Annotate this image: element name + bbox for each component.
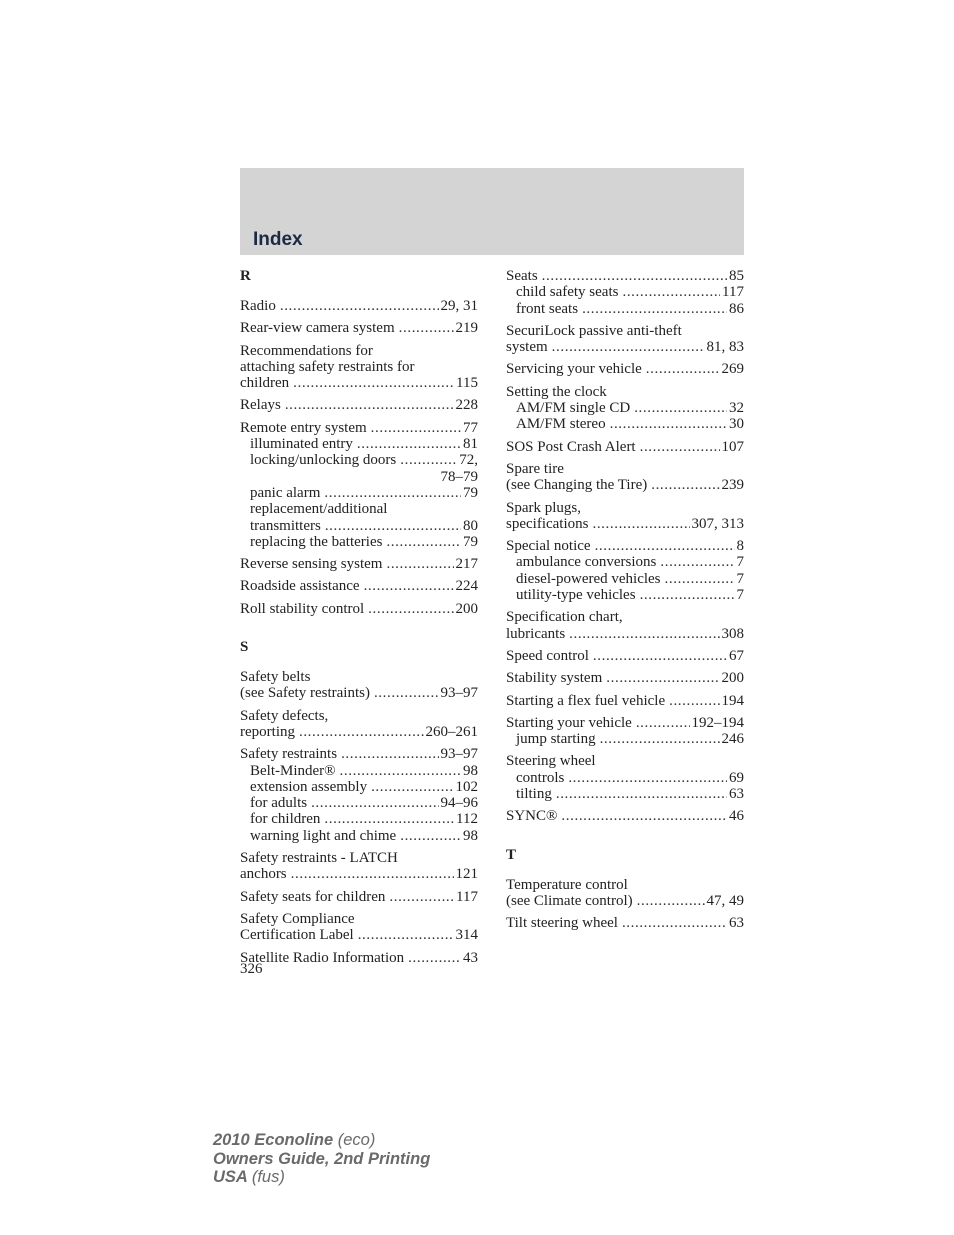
index-column-right bbox=[506, 268, 744, 938]
index-entry bbox=[506, 609, 744, 642]
index-page-ref: 77 bbox=[463, 419, 478, 436]
index-term: Tilt steering wheel bbox=[506, 915, 618, 932]
dot-leader bbox=[595, 538, 735, 554]
index-entry-line: Temperature control bbox=[506, 876, 628, 893]
index-page-ref: 67 bbox=[729, 647, 744, 664]
index-term: Rear-view camera system bbox=[240, 320, 395, 337]
index-term: Speed control bbox=[506, 647, 589, 664]
index-page-ref: 80 bbox=[463, 517, 478, 534]
page-number: 326 bbox=[240, 961, 263, 977]
dot-leader bbox=[299, 724, 424, 740]
dot-leader bbox=[568, 770, 727, 786]
dot-leader bbox=[669, 693, 719, 709]
dot-leader bbox=[640, 439, 720, 455]
dot-leader bbox=[636, 715, 690, 731]
index-page-ref: 79 bbox=[463, 484, 478, 501]
dot-leader bbox=[640, 587, 735, 603]
index-entry-line bbox=[506, 693, 744, 709]
index-entry-line bbox=[240, 889, 478, 905]
index-entry-line: Safety defects, bbox=[240, 707, 329, 724]
dot-leader bbox=[399, 320, 454, 336]
dot-leader bbox=[357, 436, 461, 452]
index-page-ref: 69 bbox=[729, 769, 744, 786]
dot-leader bbox=[386, 556, 453, 572]
index-subentry-line bbox=[240, 763, 478, 779]
index-subentry-line bbox=[240, 795, 478, 811]
index-entry bbox=[240, 298, 478, 314]
dot-leader bbox=[569, 626, 719, 642]
index-entry bbox=[506, 384, 744, 433]
index-page-ref: 29, 31 bbox=[440, 298, 478, 314]
index-term: for adults bbox=[250, 795, 308, 812]
index-entry-line bbox=[240, 746, 478, 762]
index-entry-line: SecuriLock passive anti-theft bbox=[506, 322, 682, 339]
index-term: Radio bbox=[240, 298, 276, 314]
footer-model-code: (eco) bbox=[337, 1131, 376, 1149]
index-entry bbox=[240, 397, 478, 413]
index-page-ref: 115 bbox=[456, 375, 478, 392]
index-term: Servicing your vehicle bbox=[506, 361, 642, 378]
index-entry-line bbox=[506, 477, 744, 493]
index-term: anchors bbox=[240, 866, 287, 883]
index-term: Safety restraints bbox=[240, 746, 338, 763]
index-term: Belt-Minder® bbox=[250, 762, 336, 779]
index-section-letter: R bbox=[240, 268, 251, 284]
index-entry bbox=[506, 670, 744, 686]
index-page-ref: 217 bbox=[455, 556, 478, 573]
index-term: jump starting bbox=[516, 731, 596, 748]
index-entry-line bbox=[506, 808, 744, 824]
index-entry bbox=[506, 648, 744, 664]
index-entry bbox=[240, 669, 478, 702]
index-subentry-line bbox=[506, 554, 744, 570]
index-page-ref: 200 bbox=[721, 670, 744, 687]
index-page-ref: 46 bbox=[729, 808, 744, 825]
index-term: locking/unlocking doors bbox=[250, 452, 397, 469]
dot-leader bbox=[622, 915, 727, 931]
dot-leader bbox=[325, 518, 461, 534]
index-page-ref: 63 bbox=[729, 786, 744, 803]
index-term: Relays bbox=[240, 397, 281, 414]
index-page-ref: 63 bbox=[729, 915, 744, 932]
index-entry bbox=[506, 753, 744, 802]
index-entry bbox=[240, 850, 478, 883]
index-entry bbox=[506, 808, 744, 824]
index-subentry-line bbox=[240, 518, 478, 534]
index-entry-line bbox=[506, 516, 744, 532]
index-subentry-line bbox=[506, 731, 744, 747]
index-page-ref: 81 bbox=[463, 436, 478, 453]
index-page-ref: 307, 313 bbox=[691, 515, 744, 532]
index-entry-line bbox=[240, 397, 478, 413]
index-subentry-line bbox=[240, 779, 478, 795]
index-page-ref: 117 bbox=[722, 284, 744, 301]
index-page-ref: 107 bbox=[721, 438, 744, 455]
index-term: ambulance conversions bbox=[516, 554, 657, 571]
index-entry-line bbox=[506, 893, 744, 909]
index-entry-line bbox=[240, 298, 478, 314]
index-term: (see Changing the Tire) bbox=[506, 477, 648, 494]
dot-leader bbox=[364, 578, 454, 594]
index-entry-line bbox=[240, 950, 478, 966]
dot-leader bbox=[358, 927, 454, 943]
index-entry bbox=[506, 268, 744, 317]
dot-leader bbox=[400, 828, 461, 844]
dot-leader bbox=[646, 361, 720, 377]
index-entry bbox=[506, 361, 744, 377]
index-term: extension assembly bbox=[250, 778, 368, 795]
index-term: specifications bbox=[506, 515, 589, 532]
index-section-letter: T bbox=[506, 846, 517, 863]
dot-leader bbox=[371, 420, 461, 436]
index-subentry-line bbox=[506, 301, 744, 317]
index-page-ref: 200 bbox=[455, 600, 478, 617]
index-page-ref: 219 bbox=[455, 320, 478, 337]
footer-market: USA bbox=[213, 1168, 248, 1186]
index-term: reporting bbox=[240, 723, 295, 740]
index-subentry-line bbox=[506, 786, 744, 802]
index-page-ref: 102 bbox=[455, 778, 478, 795]
index-entry-line bbox=[506, 715, 744, 731]
dot-leader bbox=[660, 554, 734, 570]
index-term: Roll stability control bbox=[240, 600, 365, 617]
dot-leader bbox=[374, 685, 439, 701]
index-entry bbox=[240, 420, 478, 550]
dot-leader bbox=[311, 795, 438, 811]
dot-leader bbox=[606, 670, 719, 686]
index-term: utility-type vehicles bbox=[516, 587, 636, 604]
index-entry bbox=[506, 461, 744, 494]
index-term: warning light and chime bbox=[250, 827, 397, 844]
index-entry-line bbox=[240, 420, 478, 436]
index-entry bbox=[240, 601, 478, 617]
dot-leader bbox=[341, 746, 438, 762]
index-term: controls bbox=[516, 769, 565, 786]
index-entry bbox=[240, 556, 478, 572]
index-page-ref: 308 bbox=[721, 625, 744, 642]
index-term: system bbox=[506, 339, 548, 356]
dot-leader bbox=[408, 950, 461, 966]
index-page-ref: 314 bbox=[455, 927, 478, 944]
index-subentry-line bbox=[506, 400, 744, 416]
index-page-ref: 98 bbox=[463, 762, 478, 779]
index-entry bbox=[506, 877, 744, 910]
index-entry-line bbox=[506, 439, 744, 455]
dot-leader bbox=[556, 786, 727, 802]
index-entry-line: Steering wheel bbox=[506, 753, 596, 770]
index-entry-line bbox=[506, 361, 744, 377]
dot-leader bbox=[582, 301, 727, 317]
dot-leader bbox=[665, 571, 735, 587]
index-page-ref: 8 bbox=[736, 538, 744, 555]
index-entry-line: Recommendations for bbox=[240, 342, 373, 359]
dot-leader bbox=[280, 298, 439, 314]
index-entry bbox=[240, 889, 478, 905]
dot-leader bbox=[285, 397, 454, 413]
index-entry-line bbox=[240, 724, 478, 740]
index-term: Remote entry system bbox=[240, 419, 367, 436]
index-term: Satellite Radio Information bbox=[240, 949, 405, 966]
index-entry-line: Safety belts bbox=[240, 669, 311, 686]
index-entry-line: Setting the clock bbox=[506, 383, 607, 400]
index-page-ref: 72, bbox=[459, 452, 478, 469]
index-page-ref: 239 bbox=[721, 477, 744, 494]
index-page-ref: 93–97 bbox=[440, 685, 478, 702]
dot-leader bbox=[293, 375, 454, 391]
index-term: (see Climate control) bbox=[506, 892, 633, 909]
index-page-ref: 30 bbox=[729, 416, 744, 433]
index-term: illuminated entry bbox=[250, 436, 353, 453]
index-term: Starting a flex fuel vehicle bbox=[506, 692, 666, 709]
index-term: children bbox=[240, 375, 290, 392]
dot-leader bbox=[622, 284, 720, 300]
index-entry-line: Spark plugs, bbox=[506, 499, 581, 516]
index-entry bbox=[506, 500, 744, 533]
index-section-letter: S bbox=[240, 639, 249, 656]
index-page-ref: 7 bbox=[736, 554, 744, 571]
dot-leader bbox=[389, 889, 454, 905]
index-term: Reverse sensing system bbox=[240, 556, 383, 573]
index-column-left bbox=[240, 268, 478, 972]
index-entry-line bbox=[506, 915, 744, 931]
index-subentry-line bbox=[506, 284, 744, 300]
index-page-ref: 112 bbox=[456, 811, 478, 828]
index-entry bbox=[506, 715, 744, 748]
index-entry bbox=[240, 950, 478, 966]
dot-leader bbox=[400, 452, 457, 468]
index-page-ref: 269 bbox=[721, 361, 744, 378]
index-subentry-line bbox=[240, 811, 478, 827]
index-page-ref: 85 bbox=[729, 268, 744, 284]
page-title: Index bbox=[253, 229, 303, 250]
index-page-ref: 78–79 bbox=[440, 468, 478, 485]
dot-leader bbox=[386, 534, 461, 550]
index-term: transmitters bbox=[250, 517, 321, 534]
index-page-ref: 192–194 bbox=[691, 714, 744, 731]
index-term: Safety seats for children bbox=[240, 888, 386, 905]
footer-line-2: Owners Guide, 2nd Printing bbox=[213, 1149, 431, 1168]
index-term: replacing the batteries bbox=[250, 533, 383, 550]
index-entry-line bbox=[240, 927, 478, 943]
index-entry bbox=[506, 693, 744, 709]
index-entry-line bbox=[506, 339, 744, 355]
index-subentry-line bbox=[240, 436, 478, 452]
index-subentry-line bbox=[506, 770, 744, 786]
index-entry-line bbox=[506, 670, 744, 686]
index-entry bbox=[240, 343, 478, 392]
index-subentry-line bbox=[506, 571, 744, 587]
index-term: AM/FM stereo bbox=[516, 416, 606, 433]
index-entry-line bbox=[240, 685, 478, 701]
index-subentry-line bbox=[506, 416, 744, 432]
index-page-ref: 94–96 bbox=[440, 795, 478, 812]
index-entry bbox=[240, 708, 478, 741]
index-subentry-line bbox=[240, 534, 478, 550]
dot-leader bbox=[593, 648, 727, 664]
index-entry-line bbox=[240, 866, 478, 882]
index-header-band bbox=[240, 168, 744, 255]
dot-leader bbox=[610, 416, 727, 432]
index-entry-line bbox=[240, 375, 478, 391]
dot-leader bbox=[651, 477, 719, 493]
index-entry-line: attaching safety restraints for bbox=[240, 358, 415, 375]
index-page-ref: 121 bbox=[455, 866, 478, 883]
dot-leader bbox=[368, 601, 453, 617]
index-entry-line: Specification chart, bbox=[506, 609, 623, 626]
index-entry-line: Safety Compliance bbox=[240, 910, 355, 927]
index-entry-line bbox=[506, 648, 744, 664]
index-entry bbox=[240, 320, 478, 336]
dot-leader bbox=[324, 811, 454, 827]
index-entry-line bbox=[240, 578, 478, 594]
index-entry bbox=[506, 323, 744, 356]
index-entry-line bbox=[240, 601, 478, 617]
index-page-ref: 7 bbox=[736, 570, 744, 587]
index-term: tilting bbox=[516, 786, 552, 803]
index-page-ref: 246 bbox=[721, 731, 744, 748]
dot-leader bbox=[542, 268, 727, 284]
index-entry bbox=[506, 915, 744, 931]
footer-market-code: (fus) bbox=[251, 1168, 285, 1186]
dot-leader bbox=[634, 400, 727, 416]
index-term: child safety seats bbox=[516, 284, 619, 301]
index-page-ref: 79 bbox=[463, 533, 478, 550]
index-subentry-line bbox=[240, 452, 478, 468]
footer-line-3 bbox=[213, 1168, 430, 1187]
index-term: SYNC® bbox=[506, 808, 558, 825]
index-entry-line bbox=[506, 626, 744, 642]
index-page-ref: 194 bbox=[721, 692, 744, 709]
index-term: AM/FM single CD bbox=[516, 400, 631, 417]
dot-leader bbox=[561, 808, 727, 824]
index-page-ref: 32 bbox=[729, 400, 744, 417]
index-term: Special notice bbox=[506, 538, 591, 555]
index-subentry-line: replacement/additional bbox=[250, 501, 388, 518]
index-entry-line bbox=[240, 320, 478, 336]
index-page-ref: 117 bbox=[456, 888, 478, 905]
index-entry-line: Safety restraints - LATCH bbox=[240, 850, 398, 867]
index-subentry-line bbox=[240, 485, 478, 501]
dot-leader bbox=[324, 485, 461, 501]
dot-leader bbox=[552, 339, 705, 355]
index-term: Roadside assistance bbox=[240, 578, 360, 595]
index-page-ref: 7 bbox=[736, 587, 744, 604]
index-term: panic alarm bbox=[250, 484, 321, 501]
footer-line-1 bbox=[213, 1131, 430, 1150]
index-term: Stability system bbox=[506, 670, 603, 687]
index-page-ref: 86 bbox=[729, 300, 744, 317]
index-term: for children bbox=[250, 811, 321, 828]
index-page-ref: 43 bbox=[463, 949, 478, 966]
index-entry-line bbox=[506, 268, 744, 284]
footer-model: 2010 Econoline bbox=[213, 1131, 334, 1149]
index-term: (see Safety restraints) bbox=[240, 685, 370, 702]
index-subentry-line bbox=[240, 469, 478, 485]
index-entry bbox=[506, 538, 744, 603]
dot-leader bbox=[592, 516, 689, 532]
index-term: SOS Post Crash Alert bbox=[506, 438, 636, 455]
index-entry-line bbox=[240, 556, 478, 572]
index-page-ref: 224 bbox=[455, 578, 478, 595]
index-entry bbox=[506, 439, 744, 455]
dot-leader bbox=[600, 731, 720, 747]
index-term: Certification Label bbox=[240, 927, 354, 944]
dot-leader bbox=[340, 763, 461, 779]
index-page-ref: 81, 83 bbox=[706, 339, 744, 356]
document-footer bbox=[213, 1131, 430, 1187]
index-subentry-line bbox=[506, 587, 744, 603]
index-term: front seats bbox=[516, 300, 579, 317]
index-term: Starting your vehicle bbox=[506, 714, 632, 731]
index-entry-line: Spare tire bbox=[506, 460, 564, 477]
index-term: diesel-powered vehicles bbox=[516, 570, 661, 587]
dot-leader bbox=[637, 893, 705, 909]
dot-leader bbox=[371, 779, 453, 795]
index-entry bbox=[240, 746, 478, 844]
index-term: Seats bbox=[506, 268, 538, 284]
index-term: lubricants bbox=[506, 625, 566, 642]
index-subentry-line bbox=[240, 828, 478, 844]
index-page-ref: 98 bbox=[463, 827, 478, 844]
index-page-ref: 93–97 bbox=[440, 746, 478, 763]
index-page-ref: 47, 49 bbox=[706, 892, 744, 909]
index-entry bbox=[240, 578, 478, 594]
dot-leader bbox=[291, 866, 454, 882]
index-entry-line bbox=[506, 538, 744, 554]
index-entry bbox=[240, 911, 478, 944]
index-page-ref: 260–261 bbox=[425, 723, 478, 740]
index-page-ref: 228 bbox=[455, 397, 478, 414]
